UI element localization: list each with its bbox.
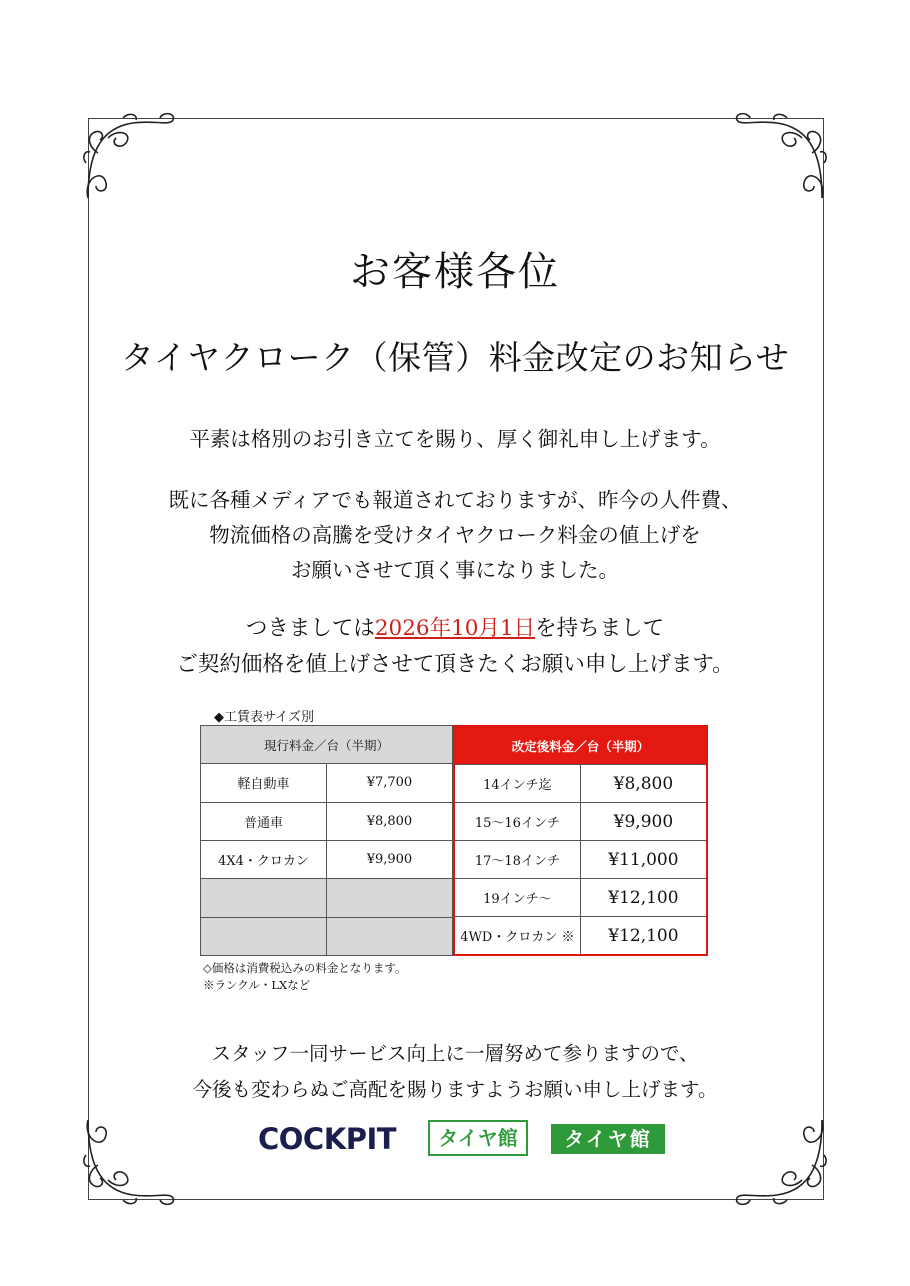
cockpit-logo: COCKPIT [258,1122,397,1156]
table-row [201,802,453,840]
brand-logos [0,1120,910,1164]
empty-cell [326,917,452,955]
new-price-cell: ¥12,100 [580,917,707,956]
effective-date-line-1 [0,611,910,647]
vehicle-type-cell: 普通車 [201,802,327,840]
current-price-header: 現行料金／台（半期） [201,726,453,764]
empty-cell [326,879,452,917]
effective-date: 2026年10月1日 [374,616,536,641]
effective-date-line-2: ご契約価格を値上げさせて頂きたくお願い申し上げます。 [176,652,734,677]
vehicle-type-cell: 4X4・クロカン [201,840,327,878]
new-price-table [453,725,708,956]
current-price-cell: ¥7,700 [326,764,452,802]
new-price-cell: ¥9,900 [580,803,707,841]
corner-ornament-top-left [78,108,178,208]
new-price-cell: ¥12,100 [580,879,707,917]
empty-cell [201,917,327,955]
greeting-paragraph: 平素は格別のお引き立てを賜り、厚く御礼申し上げます。 [189,427,721,451]
table-row [201,917,453,955]
closing-paragraph [0,1036,910,1108]
table-row [454,879,707,917]
vehicle-note: ※ランクル・LXなど [203,978,311,992]
explanation-line-3: お願いさせて頂く事になりました。 [291,558,619,582]
new-price-header: 改定後料金／台（半期） [454,726,707,765]
corner-ornament-top-right [732,108,832,208]
closing-line-1: スタッフ一同サービス向上に一層努めて参りますので、 [211,1042,699,1065]
current-price-cell: ¥8,800 [326,802,452,840]
table-notes [203,960,406,994]
new-price-cell: ¥11,000 [580,841,707,879]
effective-date-post: を持ちまして [535,616,665,641]
table-row [201,764,453,802]
explanation-line-2: 物流価格の高騰を受けタイヤクローク料金の値上げを [209,523,701,547]
table-row [454,765,707,803]
tire-size-cell: 15～16インチ [454,803,580,841]
tire-size-cell: 17～18インチ [454,841,580,879]
current-price-cell: ¥9,900 [326,840,452,878]
tyrekan-filled-logo: タイヤ館 [551,1124,665,1154]
effective-date-pre: つきましては [245,616,375,641]
tax-note: ◇価格は消費税込みの料金となります。 [203,961,407,975]
tire-size-cell: 14インチ迄 [454,765,580,803]
tyrekan-outline-logo: タイヤ館 [428,1120,528,1156]
current-price-table [200,725,453,956]
explanation-paragraph [0,483,910,588]
effective-date-paragraph [0,611,910,683]
table-row [454,917,707,956]
tire-size-cell: 19インチ～ [454,879,580,917]
explanation-line-1: 既に各種メディアでも報道されておりますが、昨今の人件費、 [168,488,742,512]
table-row [201,879,453,917]
new-price-cell: ¥8,800 [580,765,707,803]
vehicle-type-cell: 軽自動車 [201,764,327,802]
tire-size-cell: 4WD・クロカン ※ [454,917,580,956]
table-row [454,841,707,879]
price-tables [200,725,708,956]
closing-line-2: 今後も変わらぬご高配を賜りますようお願い申し上げます。 [192,1078,718,1101]
notice-subtitle: タイヤクローク（保管）料金改定のお知らせ [120,338,790,377]
table-row [201,840,453,878]
table-row [454,803,707,841]
empty-cell [201,879,327,917]
page-title: お客様各位 [350,249,560,295]
table-label: ◆工賃表サイズ別 [214,710,314,725]
